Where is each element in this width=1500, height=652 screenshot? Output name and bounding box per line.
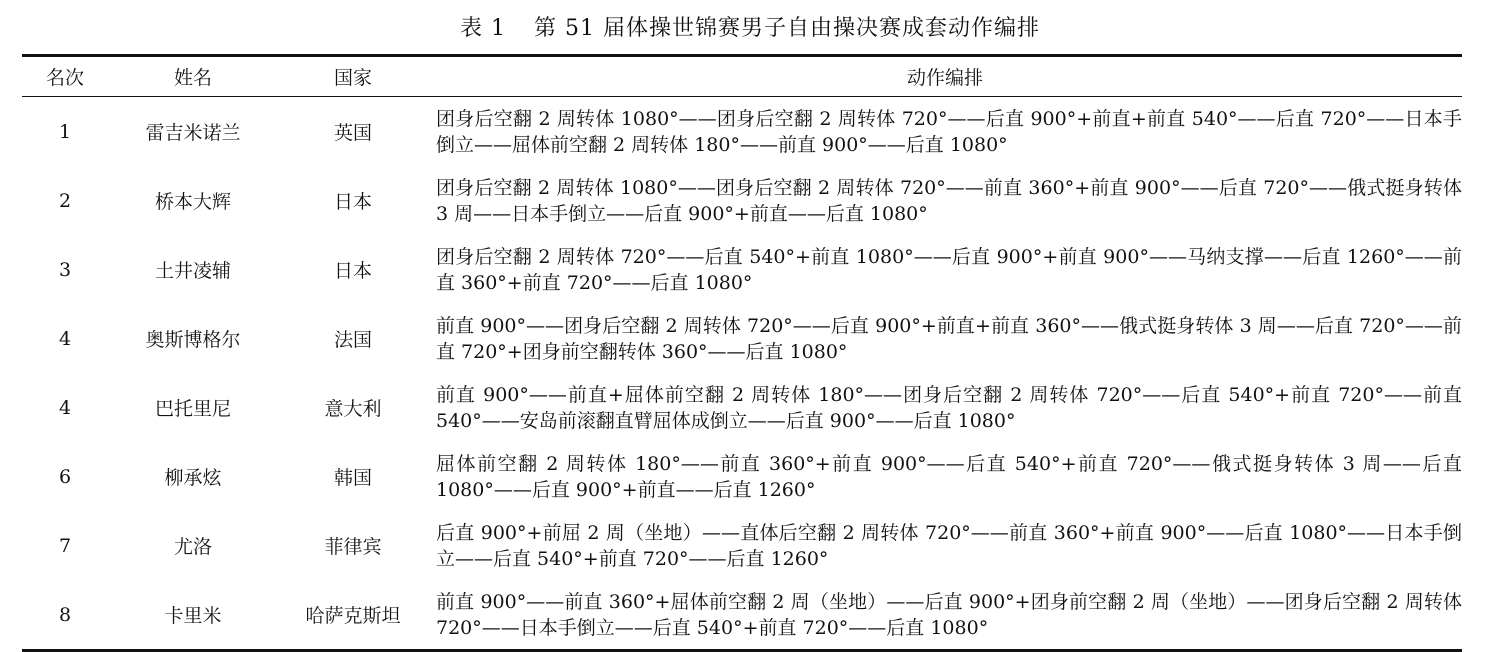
header-row (22, 56, 1462, 97)
rank-cell: 4 (58, 396, 72, 419)
table-row (22, 373, 1462, 442)
routine-cell: 前直 900°——团身后空翻 2 周转体 720°——后直 900°+前直+前直 360°——俄式挺身转体 3 周——后直 720°——前直 720°+团身前空翻转体 360°——后直 1080° (436, 314, 1462, 363)
header-name: 姓名 (173, 67, 212, 89)
table-body (22, 97, 1462, 651)
country-cell: 意大利 (324, 398, 382, 420)
rank-cell: 6 (58, 465, 72, 488)
table-row (22, 511, 1462, 580)
country-cell: 日本 (333, 260, 372, 282)
routine-cell: 前直 900°——前直 360°+屈体前空翻 2 周（坐地）——后直 900°+团身前空翻 2 周（坐地）——团身后空翻 2 周转体 720°——日本手倒立——后直 540°+前直 720°——后直 1080° (436, 590, 1462, 639)
country-cell: 日本 (333, 191, 372, 213)
rank-cell: 4 (58, 327, 72, 350)
athlete-name-cell: 巴托里尼 (154, 398, 231, 420)
country-cell: 英国 (333, 122, 372, 144)
table-title: 第 51 届体操世锦赛男子自由操决赛成套动作编排 (534, 16, 1040, 41)
rank-cell: 3 (58, 258, 72, 281)
routine-cell: 屈体前空翻 2 周转体 180°——前直 360°+前直 900°——后直 540°+前直 720°——俄式挺身转体 3 周——后直 1080°——后直 900°+前直——后直 1260° (436, 452, 1462, 501)
routine-cell: 团身后空翻 2 周转体 720°——后直 540°+前直 1080°——后直 900°+前直 900°——马纳支撑——后直 1260°——前直 360°+前直 720°——后直 1080° (436, 245, 1462, 294)
routine-cell: 团身后空翻 2 周转体 1080°——团身后空翻 2 周转体 720°——前直 360°+前直 900°——后直 720°——俄式挺身转体 3 周——日本手倒立——后直 900°+前直——后直 1080° (436, 176, 1462, 225)
country-cell: 哈萨克斯坦 (305, 605, 401, 627)
athlete-name-cell: 奥斯博格尔 (145, 329, 241, 351)
table-caption (0, 14, 1500, 44)
routine-cell: 团身后空翻 2 周转体 1080°——团身后空翻 2 周转体 720°——后直 900°+前直+前直 540°——后直 720°——日本手倒立——屈体前空翻 2 周转体 180°——前直 900°——后直 1080° (436, 107, 1462, 156)
table-row (22, 580, 1462, 651)
athlete-name-cell: 柳承炫 (164, 467, 222, 489)
country-cell: 韩国 (333, 467, 372, 489)
rank-cell: 7 (58, 534, 72, 557)
table-row (22, 166, 1462, 235)
table-number: 表 1 (460, 16, 506, 41)
athlete-name-cell: 雷吉米诺兰 (145, 122, 241, 144)
header-country: 国家 (333, 67, 372, 89)
rank-cell: 8 (58, 603, 72, 626)
header-routine: 动作编排 (906, 67, 983, 89)
table-row (22, 97, 1462, 167)
routine-table (22, 54, 1462, 652)
athlete-name-cell: 尤洛 (173, 536, 212, 558)
table-row (22, 304, 1462, 373)
athlete-name-cell: 土井凌辅 (154, 260, 231, 282)
table-row (22, 442, 1462, 511)
athlete-name-cell: 卡里米 (164, 605, 222, 627)
table-header (22, 56, 1462, 97)
rank-cell: 1 (58, 120, 72, 143)
rank-cell: 2 (58, 189, 72, 212)
routine-cell: 后直 900°+前屈 2 周（坐地）——直体后空翻 2 周转体 720°——前直 360°+前直 900°——后直 1080°——日本手倒立——后直 540°+前直 720°——后直 1260° (436, 521, 1462, 570)
country-cell: 菲律宾 (324, 536, 382, 558)
routine-cell: 前直 900°——前直+屈体前空翻 2 周转体 180°——团身后空翻 2 周转体 720°——后直 540°+前直 720°——前直 540°——安岛前滚翻直臂屈体成倒立——后直 900°——后直 1080° (436, 383, 1462, 432)
header-rank: 名次 (45, 67, 84, 89)
table-row (22, 235, 1462, 304)
country-cell: 法国 (333, 329, 372, 351)
athlete-name-cell: 桥本大辉 (154, 191, 231, 213)
